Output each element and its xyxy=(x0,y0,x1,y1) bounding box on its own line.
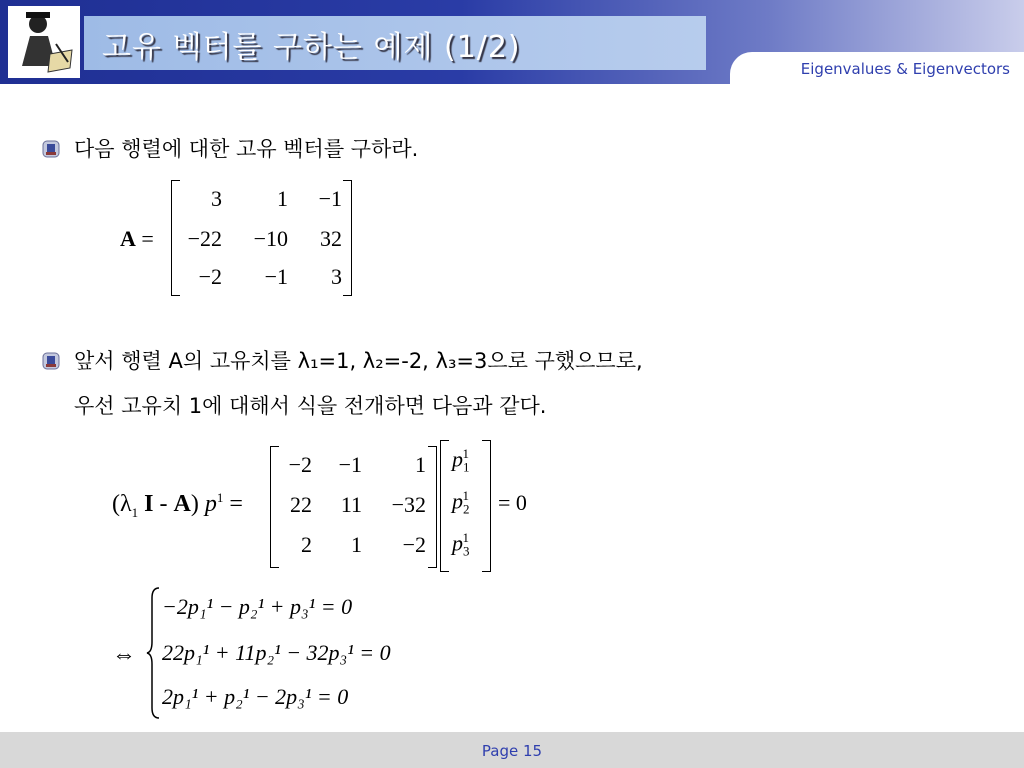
logo xyxy=(8,6,80,78)
equation-rhs: = 0 xyxy=(498,490,527,515)
vector-entry: $p_2^1$ xyxy=(452,488,470,517)
matrix-b-cell: 11 xyxy=(340,492,362,517)
matrix-a-cell: 32 xyxy=(320,226,342,251)
slide-subtitle: Eigenvalues & Eigenvectors xyxy=(800,60,1010,78)
paren-close: ) xyxy=(190,491,199,517)
vector-left-bracket xyxy=(440,440,449,572)
bullet-2-line-1 xyxy=(74,345,643,375)
matrix-b-cell: 22 xyxy=(290,492,312,517)
equivalence-arrow: ⇔ xyxy=(112,642,136,668)
matrix-b-cell: 2 xyxy=(301,532,312,557)
professor-writing-icon xyxy=(8,6,80,78)
matrix-b-right-bracket xyxy=(428,446,437,568)
matrix-a-right-bracket xyxy=(343,180,352,296)
bullet-2-line-2: 우선 고유치 1에 대해서 식을 전개하면 다음과 같다. xyxy=(74,394,547,418)
system-equation-3: 2p₁¹ + p₂¹ − 2p₃¹ = 0 xyxy=(162,684,349,709)
matrix-a-cell: −10 xyxy=(253,226,288,251)
bullet-2-prefix: 앞서 행렬 A의 고유치를 xyxy=(74,349,298,373)
matrix-b-cell: −2 xyxy=(288,452,312,477)
equals-sign: = xyxy=(229,491,243,517)
matrix-b-cell: −1 xyxy=(338,452,362,477)
matrix-a-left-bracket xyxy=(171,180,180,296)
matrix-name: A xyxy=(173,491,191,517)
matrix-a-cell: 3 xyxy=(211,186,222,211)
system-equation-1: −2p₁¹ − p₂¹ + p₃¹ = 0 xyxy=(162,594,353,619)
bullet-icon xyxy=(42,352,60,370)
matrix-b-cell: 1 xyxy=(415,452,426,477)
matrix-a-name: A xyxy=(120,226,136,251)
p-vector: p xyxy=(204,491,217,517)
minus-sign: - xyxy=(159,491,168,517)
matrix-b-cell: 1 xyxy=(351,532,362,557)
matrix-a-cell: −2 xyxy=(198,264,222,289)
lambda-subscript: 1 xyxy=(131,504,139,520)
matrix-a-label: A = xyxy=(120,226,154,251)
p-superscript: 1 xyxy=(216,490,224,505)
matrix-a-cell: −1 xyxy=(264,264,288,289)
identity-symbol: I xyxy=(144,491,154,517)
bullet-icon xyxy=(42,140,60,158)
lambda-symbol: λ xyxy=(120,491,132,517)
system-equation-2: 22p₁¹ + 11p₂¹ − 32p₃¹ = 0 xyxy=(162,640,391,665)
paren-open: ( xyxy=(112,491,120,517)
slide-title: 고유 벡터를 구하는 예제 (1/2) xyxy=(102,30,521,65)
equation-lhs xyxy=(112,490,243,521)
matrix-a-cell: 1 xyxy=(277,186,288,211)
matrix-a-cell: 3 xyxy=(331,264,342,289)
matrix-b-cell: −2 xyxy=(402,532,426,557)
matrix-a-cell: −22 xyxy=(187,226,222,251)
eigenvalue-list: λ₁=1, λ₂=-2, λ₃=3 xyxy=(297,349,488,373)
system-brace xyxy=(146,586,160,720)
vector-right-bracket xyxy=(482,440,491,572)
bullet-1-text: 다음 행렬에 대한 고유 벡터를 구하라. xyxy=(74,137,419,161)
vector-entry: $p_1^1$ xyxy=(452,446,470,475)
vector-entry: $p_3^1$ xyxy=(452,530,470,559)
bullet-2-suffix: 으로 구했으므로, xyxy=(487,349,643,373)
matrix-a-cell: −1 xyxy=(318,186,342,211)
matrix-b-cell: −32 xyxy=(391,492,426,517)
page-number: Page 15 xyxy=(481,742,543,760)
